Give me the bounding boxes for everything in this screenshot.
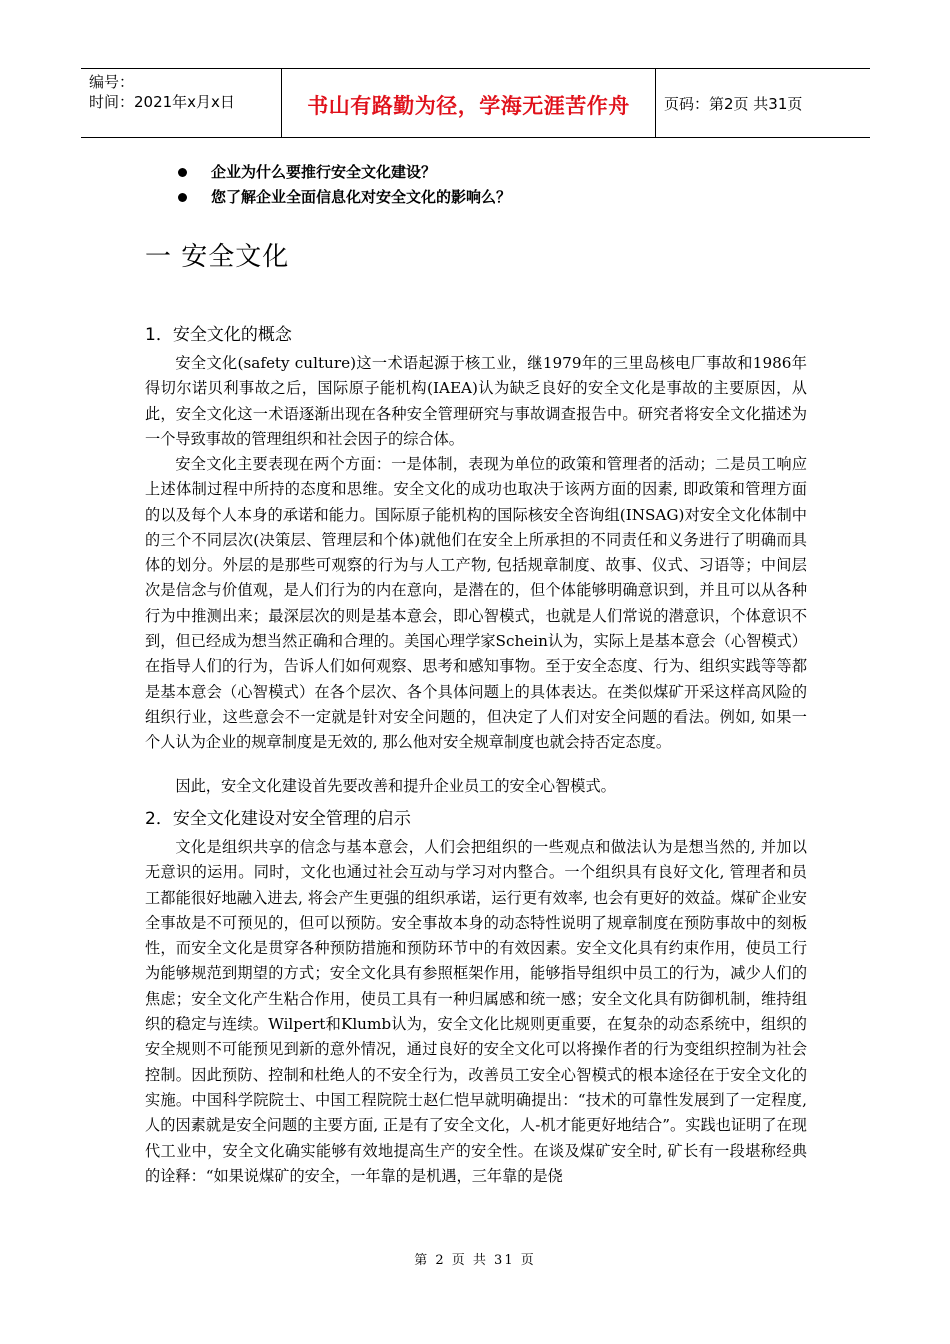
section-title: 一 安全文化 [145, 242, 290, 272]
header-meta-cell [81, 69, 282, 137]
bullet-icon [178, 193, 187, 202]
paragraph: 安全文化(safety culture)这一术语起源于核工业，继1979年的三里岛核电厂事故和1986年得切尔诺贝利事故之后，国际原子能机构(IAEA)认为缺乏良好的安全文化是事故的主要原因，从此，安全文化这一术语逐渐出现在各种安全管理研究与事故调查报告中。研究者将安全文化描述为一个导致事故的管理组织和社会因子的综合体。 [145, 354, 807, 448]
paragraph: 安全文化主要表现在两个方面：一是体制，表现为单位的政策和管理者的活动；二是员工响应上述体制过程中所持的态度和思维。安全文化的成功也取决于该两方面的因素, 即政策和管理方面的以及每个人本身的承诺和能力。国际原子能机构的国际核安全咨询组(INSAG)对安全文化体制中的三个不同层次(决策层、管理层和个体)就他们在安全上所承担的不同责任和义务进行了明确而具体的划分。外层的是那些可观察的行为与人工产物, 包括规章制度、故事、仪式、习语等；中间层次是信念与价值观，是人们行为的内在意向，是潜在的，但个体能够明确意识到，并且可以从各种行为中推测出来；最深层次的则是基本意会，即心智模式，也就是人们常说的潜意识，个体意识不到，但已经成为想当然正确和合理的。美国心理学家Schein认为，实际上是基本意会（心智模式）在指导人们的行为，告诉人们如何观察、思考和感知事物。至于安全态度、行为、组织实践等等都是基本意会（心智模式）在各个层次、各个具体问题上的具体表达。在类似煤矿开采这样高风险的组织行业，这些意会不一定就是针对安全问题的，但决定了人们对安全问题的看法。例如, 如果一个人认为企业的规章制度是无效的, 那么他对安全规章制度也就会持否定态度。 [145, 455, 807, 752]
header-motto: 书山有路勤为径，学海无涯苦作舟 [282, 69, 656, 137]
subsection-title-1: 1．安全文化的概念 [145, 325, 292, 345]
header-page-label: 页码：第2页 共31页 [664, 94, 803, 113]
page-footer: 第 2 页 共 31 页 [414, 1253, 536, 1268]
paragraph: 文化是组织共享的信念与基本意会，人们会把组织的一些观点和做法认为是想当然的, 并加以无意识的运用。同时，文化也通过社会互动与学习对内整合。一个组织具有良好文化, 管理者和员工都能很好地融入进去, 将会产生更强的组织承诺，运行更有效率, 也会有更好的效益。煤矿企业安全事故是不可预见的，但可以预防。安全事故本身的动态特性说明了规章制度在预防事故中的刻板性，而安全文化是贯穿各种预防措施和预防环节中的有效因素。安全文化具有约束作用，使员工行为能够规范到期望的方式；安全文化具有参照框架作用，能够指导组织中员工的行为，减少人们的焦虑；安全文化产生粘合作用，使员工具有一种归属感和统一感；安全文化具有防御机制，维持组织的稳定与连续。Wilpert和Klumb认为，安全文化比规则更重要，在复杂的动态系统中，组织的安全规则不可能预见到新的意外情况，通过良好的安全文化可以将操作者的行为变组织控制为社会控制。因此预防、控制和杜绝人的不安全行为，改善员工安全心智模式的根本途径在于安全文化的实施。中国科学院院士、中国工程院院士赵仁恺早就明确提出：“技术的可靠性发展到了一定程度,人的因素就是安全问题的主要方面, 正是有了安全文化，人-机才能更好地结合”。实践也证明了在现代工业中，安全文化确实能够有效地提高生产的安全性。在谈及煤矿安全时, 矿长有一段堪称经典的诠释：“如果说煤矿的安全，一年靠的是机遇，三年靠的是侥 [145, 838, 807, 1185]
list-item-text: 您了解企业全面信息化对安全文化的影响么？ [211, 188, 512, 206]
question-list [178, 160, 511, 210]
page-header [81, 68, 870, 138]
list-item [178, 160, 511, 185]
bullet-icon [178, 168, 187, 177]
list-item-text: 企业为什么要推行安全文化建设？ [211, 163, 437, 181]
header-time-label: 时间：2021年x月x日 [89, 93, 235, 111]
header-code-label: 编号： [89, 73, 135, 91]
paragraph: 因此，安全文化建设首先要改善和提升企业员工的安全心智模式。 [175, 777, 616, 795]
list-item [178, 185, 511, 210]
subsection-title-2: 2．安全文化建设对安全管理的启示 [145, 809, 411, 829]
